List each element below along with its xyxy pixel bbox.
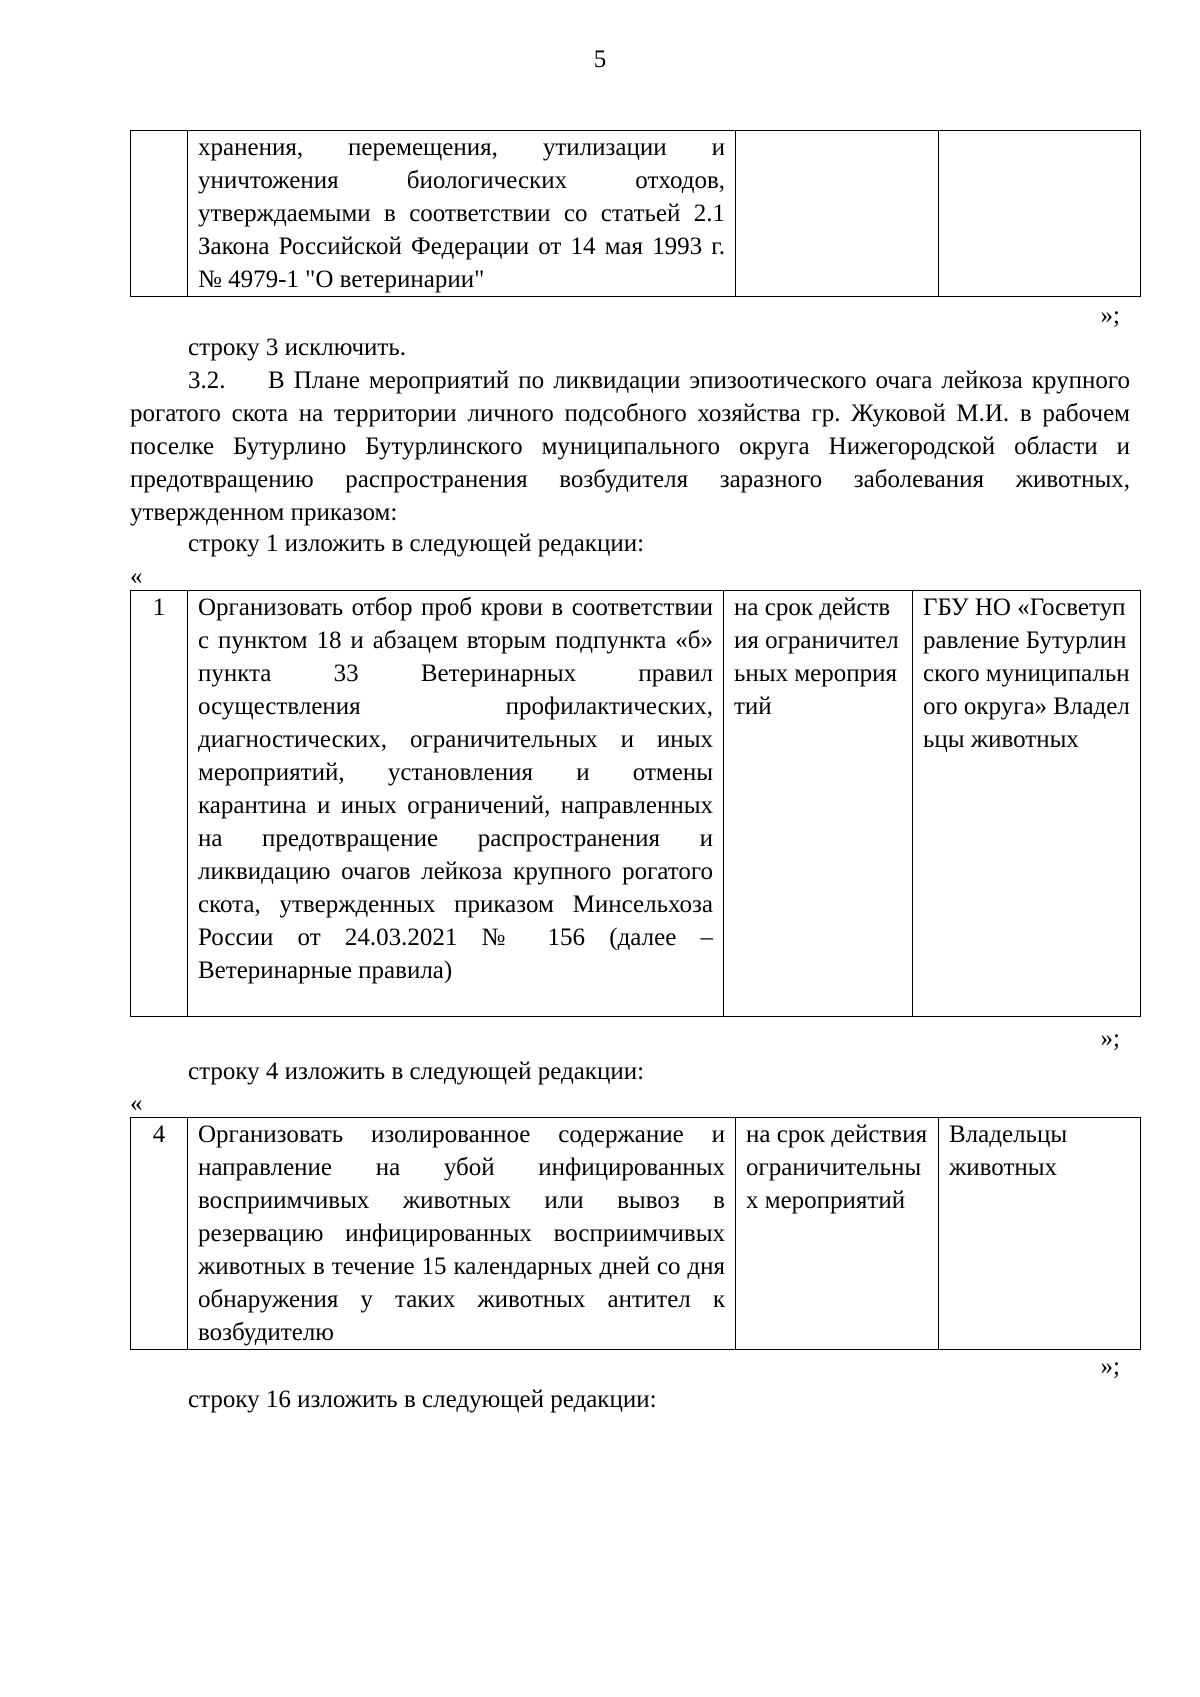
section-3-2-paragraph <box>130 364 1130 529</box>
closing-quote: »; <box>1100 1025 1120 1052</box>
row-4-intro-text: строку 4 изложить в следующей редакции: <box>188 1058 645 1085</box>
opening-quote: « <box>130 1090 143 1117</box>
measure-text-cell: Организовать отбор проб крови в соответствии с пунктом 18 и абзацем вторым подпункта «б» пункта 33 Ветеринарных правил осуществления профилактических, диагностических, ограничительных и иных мероприятий, установления и отмены карантина и иных ограничений, направленных на предотвращение распространения и ликвидацию очагов лейкоза крупного рогатого скота, утвержденных приказом Минсельхоза России от 24.03.2021 № 156 (далее – Ветеринарные правила) <box>188 591 724 1017</box>
row-number-cell <box>131 131 188 297</box>
table-continuation <box>130 130 1141 297</box>
row-number-cell: 4 <box>131 1118 188 1350</box>
page-number: 5 <box>593 46 607 73</box>
measure-text-cell: хранения, перемещения, утилизации и уничтожения биологических отходов, утверждаемыми в соответствии со статьей 2.1 Закона Российской Федерации от 14 мая 1993 г. № 4979-1 "О ветеринарии" <box>188 131 736 297</box>
exclude-row-3-text: строку 3 исключить. <box>188 334 406 361</box>
table-row-4 <box>130 1117 1141 1350</box>
closing-quote: »; <box>1100 1353 1120 1380</box>
table-row <box>131 591 1141 1017</box>
row-1-intro-text: строку 1 изложить в следующей редакции: <box>188 530 645 557</box>
deadline-cell: на срок действия ограничительных мероприятий <box>724 591 913 1017</box>
table-row <box>131 131 1141 297</box>
closing-quote: »; <box>1100 302 1120 329</box>
opening-quote: « <box>130 563 143 590</box>
deadline-cell <box>736 131 939 297</box>
table-row-1 <box>130 590 1141 1017</box>
row-16-intro-text: строку 16 изложить в следующей редакции: <box>188 1386 657 1413</box>
responsible-cell: ГБУ НО «Госветуправление Бутурлинского муниципального округа» Владельцы животных <box>913 591 1141 1017</box>
section-number: 3.2. <box>188 367 226 394</box>
responsible-cell <box>939 131 1141 297</box>
section-text: В Плане мероприятий по ликвидации эпизоотического очага лейкоза крупного рогатого скота на территории личного подсобного хозяйства гр. Жуковой М.И. в рабочем поселке Бутурлино Бутурлинского муниципального округа Нижегородской области и предотвращению распространения возбудителя заразного заболевания животных, утвержденном приказом: <box>130 367 1130 526</box>
table-row <box>131 1118 1141 1350</box>
measure-text-cell: Организовать изолированное содержание и направление на убой инфицированных восприимчивых животных или вывоз в резервацию инфицированных восприимчивых животных в течение 15 календарных дней со дня обнаружения у таких животных антител к возбудителю <box>188 1118 736 1350</box>
responsible-cell: Владельцы животных <box>939 1118 1141 1350</box>
row-number-cell: 1 <box>131 591 188 1017</box>
deadline-cell: на срок действия ограничительных мероприятий <box>736 1118 939 1350</box>
